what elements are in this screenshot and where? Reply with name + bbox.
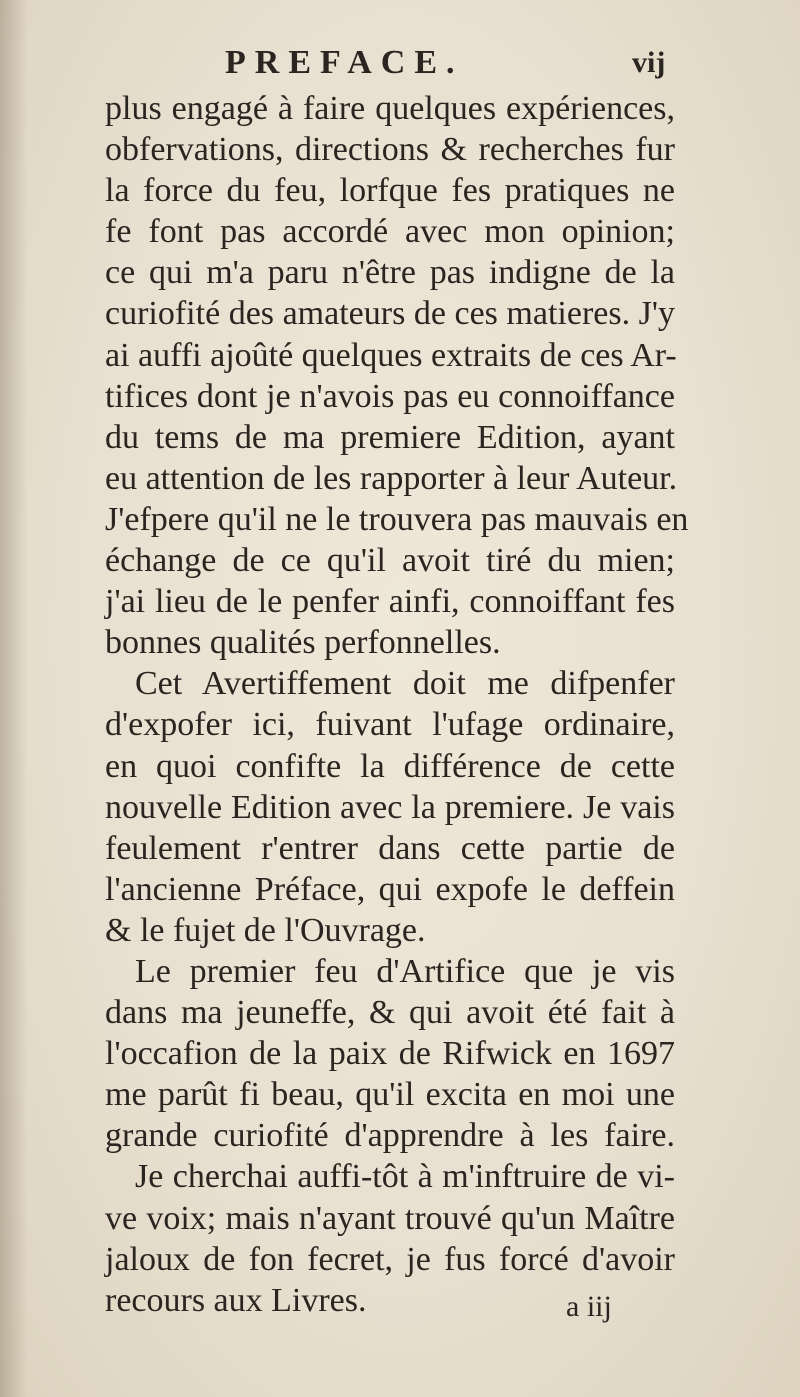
text-line: tifices dont je n'avois pas eu connoiffance <box>105 377 675 415</box>
text-line: ce qui m'a paru n'être pas indigne de la <box>105 254 675 292</box>
text-line: curiofité des amateurs de ces matieres. J'y <box>105 295 675 333</box>
text-line: J'efpere qu'il ne le trouvera pas mauvais en <box>105 500 689 538</box>
text-line: d'expofer ici, fuivant l'ufage ordinaire, <box>105 706 675 744</box>
text-line: jaloux de fon fecret, je fus forcé d'avoir <box>105 1240 675 1278</box>
text-line: du tems de ma premiere Edition, ayant <box>105 418 675 456</box>
body-text <box>105 88 689 1321</box>
text-line: ai auffi ajoûté quelques extraits de ces Ar- <box>105 336 677 374</box>
text-line: bonnes qualités perfonnelles. <box>105 624 501 662</box>
page-number: vij <box>632 46 666 79</box>
text-line: & le fujet de l'Ouvrage. <box>105 911 426 949</box>
text-line: dans ma jeuneffe, & qui avoit été fait à <box>105 994 675 1032</box>
text-line: recours aux Livres. <box>105 1281 367 1319</box>
text-line: en quoi confifte la différence de cette <box>105 747 675 785</box>
text-line: nouvelle Edition avec la premiere. Je vais <box>105 788 675 826</box>
text-line: ve voix; mais n'ayant trouvé qu'un Maître <box>105 1199 675 1237</box>
text-line: me parût fi beau, qu'il excita en moi une <box>105 1076 675 1114</box>
text-line: fe font pas accordé avec mon opinion; <box>105 213 675 251</box>
text-line: Je cherchai auffi-tôt à m'inftruire de vi- <box>135 1158 675 1196</box>
text-line: grande curiofité d'apprendre à les faire. <box>105 1117 675 1155</box>
text-line: l'occafion de la paix de Rifwick en 1697 <box>105 1035 675 1073</box>
text-line: Le premier feu d'Artifice que je vis <box>135 952 675 990</box>
text-line: échange de ce qu'il avoit tiré du mien; <box>105 542 675 580</box>
text-line: eu attention de les rapporter à leur Auteur. <box>105 459 678 497</box>
text-line: la force du feu, lorfque fes pratiques ne <box>105 172 675 210</box>
text-line: j'ai lieu de le penfer ainfi, connoiffant fes <box>105 583 675 621</box>
text-line: Cet Avertiffement doit me difpenfer <box>135 665 675 703</box>
page-edge-shadow <box>0 0 28 1397</box>
text-line: l'ancienne Préface, qui expofe le deffein <box>105 870 675 908</box>
running-header <box>0 44 800 84</box>
text-line: plus engagé à faire quelques expériences, <box>105 90 675 127</box>
signature-mark: a iij <box>566 1290 612 1323</box>
running-title: PREFACE. <box>225 44 464 81</box>
text-line: feulement r'entrer dans cette partie de <box>105 829 675 867</box>
text-line: obfervations, directions & recherches fur <box>105 131 675 169</box>
